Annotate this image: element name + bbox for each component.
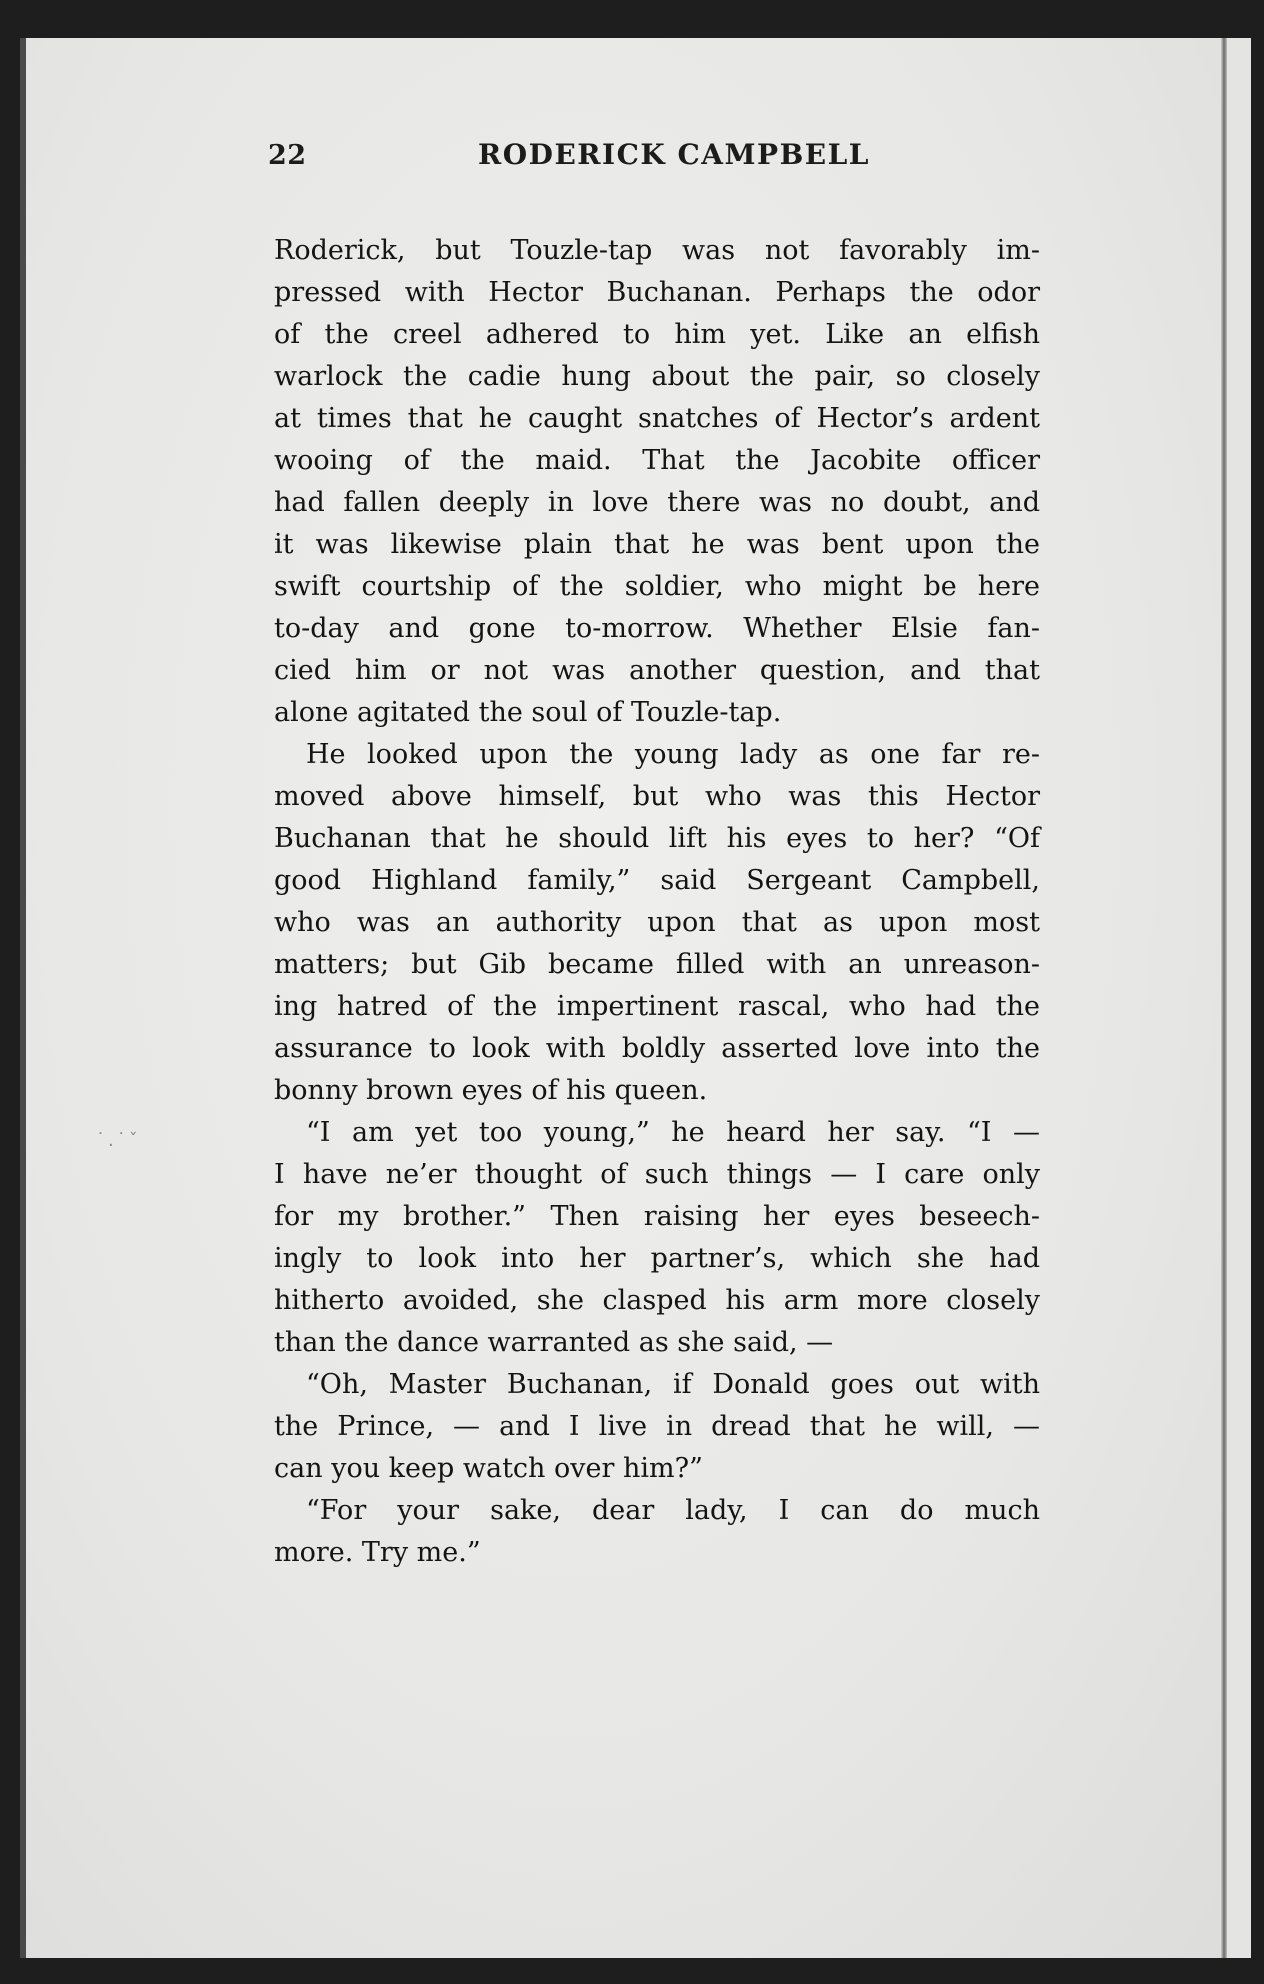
text-line: “For your sake, dear lady, I can do much [306,1495,1040,1526]
text-line: assurance to look with boldly asserted love into the [274,1033,1040,1064]
text-line: ing hatred of the impertinent rascal, who had the [274,991,1040,1022]
paragraph-4 [274,1364,1040,1490]
text-line: I have ne’er thought of such things — I care only [274,1159,1040,1190]
text-line: ingly to look into her partner’s, which she had [274,1243,1040,1274]
text-line: wooing of the maid. That the Jacobite officer [274,445,1040,476]
text-line: for my brother.” Then raising her eyes beseech- [274,1201,1040,1232]
text-line: moved above himself, but who was this Hector [274,781,1040,812]
text-line: hitherto avoided, she clasped his arm more closely [274,1285,1040,1316]
text-line: the Prince, — and I live in dread that he will, — [274,1411,1040,1442]
text-line: warlock the cadie hung about the pair, so closely [274,361,1040,392]
text-line: at times that he caught snatches of Hector’s ardent [274,403,1040,434]
paper-smudge: ˙.˙ˇ [96,1130,141,1151]
running-head: RODERICK CAMPBELL [478,138,870,171]
paragraph-2 [274,734,1040,1112]
text-line: it was likewise plain that he was bent upon the [274,529,1040,560]
text-line: He looked upon the young lady as one far re- [306,739,1040,770]
text-line: good Highland family,” said Sergeant Campbell, [274,865,1040,896]
text-line: who was an authority upon that as upon most [274,907,1040,938]
page-body [274,230,1040,1574]
text-line: Roderick, but Touzle-tap was not favorably im- [274,235,1040,266]
text-line: swift courtship of the soldier, who might be here [274,571,1040,602]
text-line: can you keep watch over him?” [274,1453,703,1484]
text-line: than the dance warranted as she said, — [274,1327,834,1358]
text-line: “I am yet too young,” he heard her say. “I — [306,1117,1040,1148]
text-line: alone agitated the soul of Touzle-tap. [274,697,782,728]
text-line: cied him or not was another question, and that [274,655,1040,686]
text-line: matters; but Gib became filled with an unreason- [274,949,1040,980]
text-line: bonny brown eyes of his queen. [274,1075,708,1106]
paragraph-3 [274,1112,1040,1364]
text-line: pressed with Hector Buchanan. Perhaps the odor [274,277,1040,308]
paragraph-1 [274,230,1040,734]
page-number: 22 [268,140,307,171]
text-line: more. Try me.” [274,1537,481,1568]
paragraph-5 [274,1490,1040,1574]
text-line: Buchanan that he should lift his eyes to her? “Of [274,823,1040,854]
text-line: of the creel adhered to him yet. Like an elfish [274,319,1040,350]
page-header [268,132,1048,184]
text-line: had fallen deeply in love there was no doubt, and [274,487,1040,518]
page-edge [1227,38,1251,1958]
text-line: “Oh, Master Buchanan, if Donald goes out with [306,1369,1040,1400]
text-line: to-day and gone to-morrow. Whether Elsie fan- [274,613,1040,644]
